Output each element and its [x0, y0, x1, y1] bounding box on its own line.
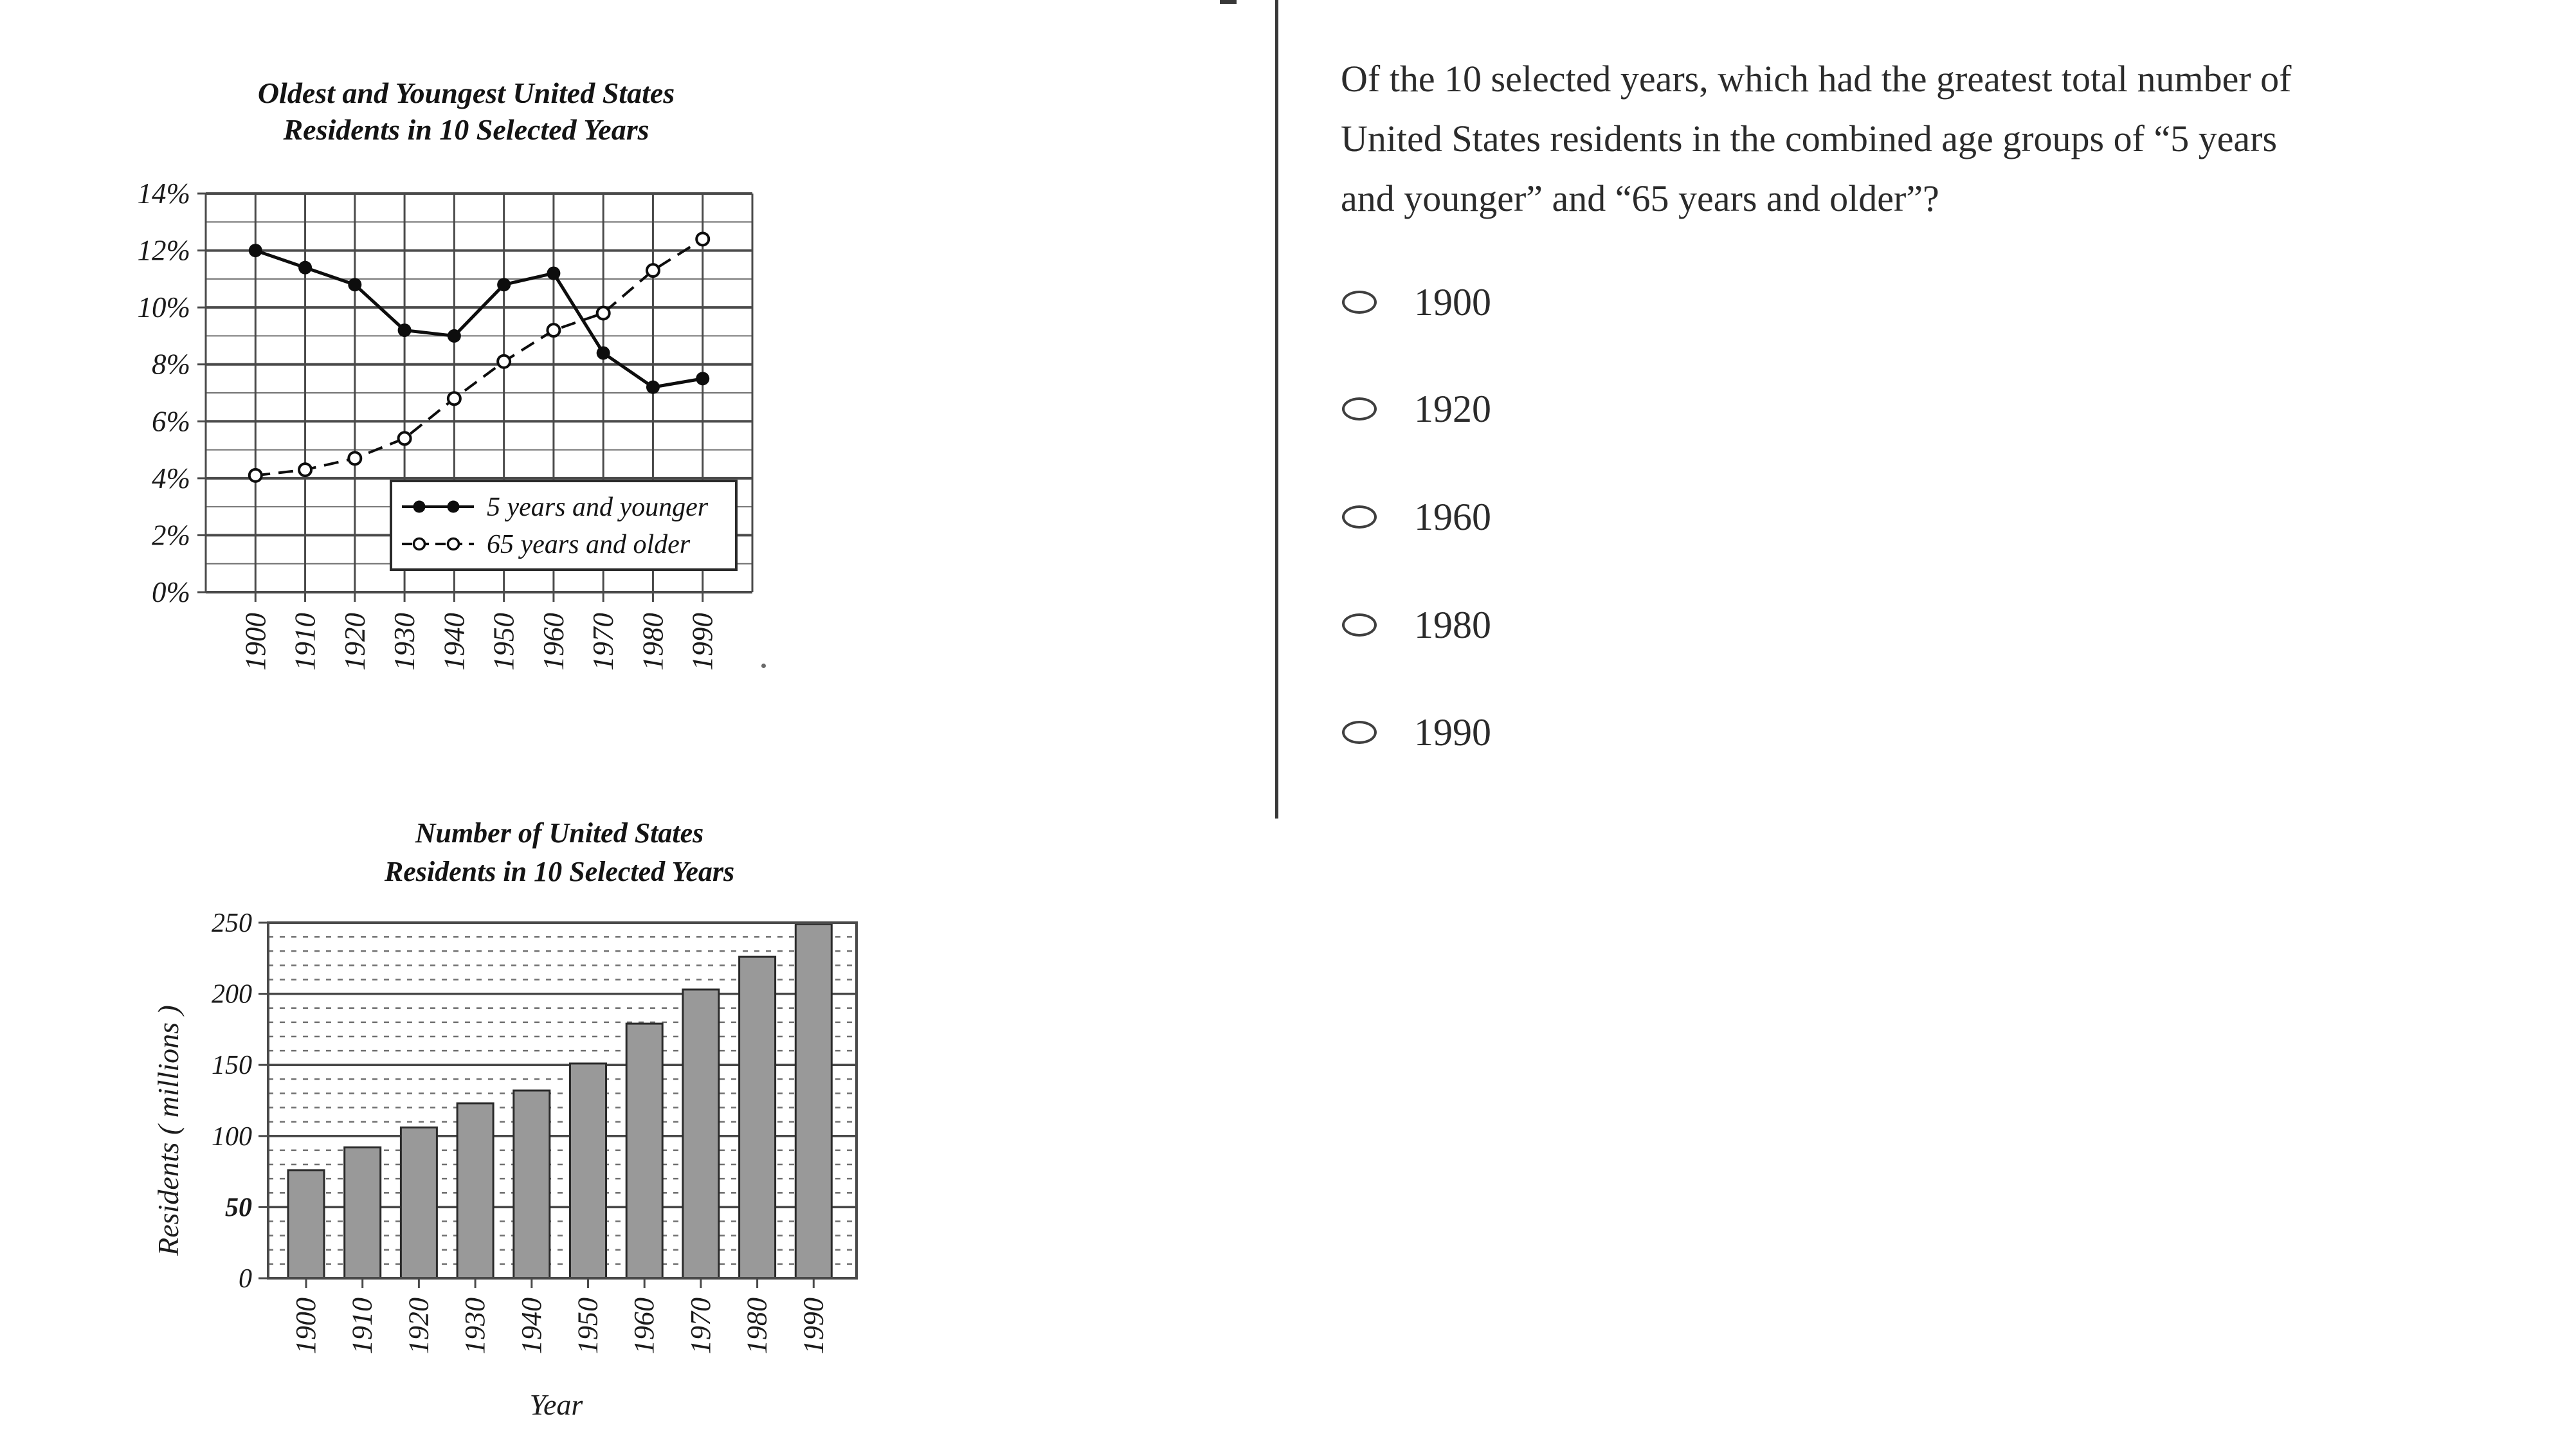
- line-chart-ytick: 12%: [137, 234, 190, 267]
- radio-button[interactable]: [1342, 613, 1377, 637]
- bar-1960: [626, 1024, 662, 1278]
- line-chart-ytick: 6%: [152, 405, 190, 438]
- line-chart-ytick: 4%: [152, 462, 190, 494]
- line-chart-xtick: 1940: [438, 613, 471, 671]
- bar-1930: [457, 1103, 493, 1278]
- question-line: United States residents in the combined age groups of “5 years: [1341, 118, 2278, 159]
- answer-option-1920[interactable]: [1342, 386, 1491, 432]
- line-chart-ytick: 0%: [152, 576, 190, 608]
- line-chart-xtick: 1980: [637, 613, 669, 671]
- option-label: 1990: [1414, 710, 1491, 754]
- question-text: [1341, 49, 2291, 228]
- line-chart-xtick: 1920: [338, 613, 371, 671]
- line-chart-xtick: 1910: [289, 613, 322, 671]
- radio-button[interactable]: [1342, 291, 1377, 314]
- bar-1910: [345, 1147, 381, 1278]
- line-chart-ytick: 10%: [137, 291, 190, 324]
- bar-chart-xtick: 1920: [403, 1298, 435, 1354]
- line-chart-xtick: 1900: [239, 613, 272, 671]
- answer-option-1980[interactable]: [1342, 602, 1491, 648]
- vertical-divider: [1275, 0, 1278, 819]
- bar-chart-xtick: 1990: [797, 1298, 830, 1354]
- line-chart-xtick: 1990: [686, 613, 719, 671]
- bar-chart-xtick: 1930: [459, 1298, 491, 1354]
- bar-chart-xtick: 1950: [572, 1298, 604, 1354]
- bar-1920: [401, 1128, 437, 1278]
- line-chart-ytick: 8%: [152, 348, 190, 381]
- line-chart-legend: [391, 481, 736, 570]
- bar-chart-ytick: 100: [212, 1121, 252, 1152]
- bar-chart-ytick: 200: [212, 979, 252, 1009]
- radio-button[interactable]: [1342, 721, 1377, 744]
- line-chart-xtick: 1960: [537, 613, 570, 671]
- bar-chart-ytick: 150: [212, 1051, 252, 1081]
- option-label: 1920: [1414, 387, 1491, 430]
- option-label: 1980: [1414, 603, 1491, 646]
- bar-chart-xtick: 1910: [346, 1298, 378, 1354]
- bar-chart-xtick: 1970: [684, 1298, 716, 1354]
- bar-chart-ytick: 0: [239, 1264, 252, 1294]
- bar-chart-xtick: 1900: [290, 1298, 322, 1354]
- legend-entry: 5 years and younger: [487, 493, 709, 522]
- bar-chart-ytick: 50: [225, 1193, 252, 1223]
- line-chart-title-line2: Residents in 10 Selected Years: [283, 113, 649, 146]
- line-chart-xtick: 1930: [388, 613, 421, 671]
- question-line: Of the 10 selected years, which had the greatest total number of: [1341, 58, 2292, 100]
- line-chart-ytick: 2%: [152, 519, 190, 552]
- bar-chart-xtick: 1980: [741, 1298, 773, 1354]
- line-chart-title-line1: Oldest and Youngest United States: [257, 77, 675, 109]
- bar-1950: [570, 1063, 606, 1278]
- option-label: 1960: [1414, 495, 1491, 538]
- bar-1940: [514, 1091, 550, 1278]
- line-chart-ytick: 14%: [137, 177, 190, 210]
- bar-chart-xtick: 1940: [515, 1298, 547, 1354]
- question-line: and younger” and “65 years and older”?: [1341, 177, 1939, 219]
- answer-option-1960[interactable]: [1342, 494, 1491, 540]
- bar-chart-ytick: 250: [212, 909, 252, 938]
- legend-entry: 65 years and older: [487, 530, 691, 559]
- bar-chart-title-line1: Number of United States: [415, 817, 704, 849]
- series-5-years-and-younger: [249, 244, 709, 394]
- stray-dot-artifact: [761, 664, 766, 668]
- cutoff-ui-artifact: [1220, 0, 1237, 4]
- bar-chart-bars: [288, 924, 831, 1278]
- radio-button[interactable]: [1342, 505, 1377, 529]
- bar-chart-y-axis-label: Residents ( millions ): [152, 1005, 185, 1256]
- radio-button[interactable]: [1342, 397, 1377, 421]
- bar-chart-x-axis-label: Year: [529, 1388, 583, 1421]
- bar-1970: [683, 990, 719, 1278]
- line-chart-xtick: 1950: [487, 613, 520, 671]
- bar-1980: [739, 957, 776, 1278]
- answer-option-1900[interactable]: [1342, 279, 1491, 325]
- bar-1900: [288, 1170, 324, 1278]
- bar-chart-title-line2: Residents in 10 Selected Years: [384, 856, 735, 887]
- option-label: 1900: [1414, 280, 1491, 323]
- line-chart-xtick: 1970: [587, 613, 620, 671]
- bar-chart-xtick: 1960: [628, 1298, 660, 1354]
- answer-option-1990[interactable]: [1342, 709, 1491, 756]
- series-65-years-and-older: [249, 233, 709, 482]
- bar-1990: [795, 924, 831, 1278]
